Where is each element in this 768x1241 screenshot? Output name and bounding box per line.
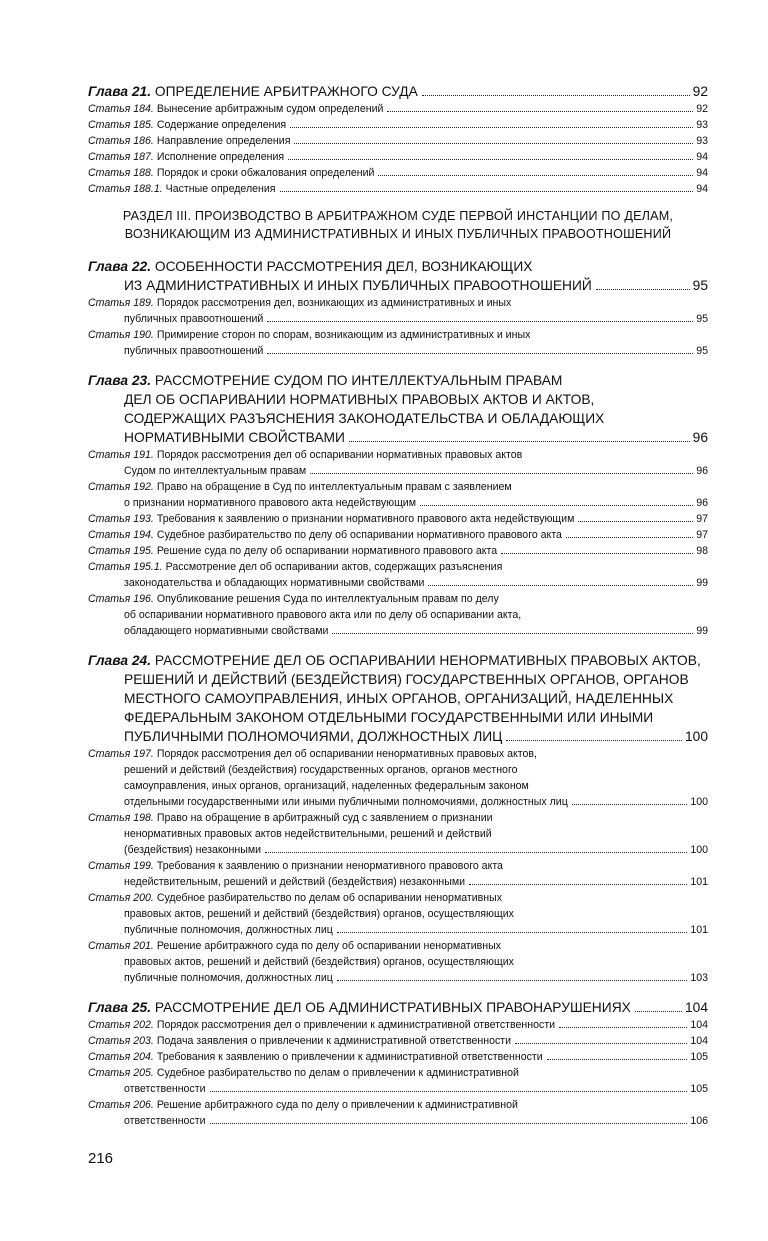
page-ref: 93 (696, 119, 708, 131)
toc-article-190-cont[interactable] (88, 343, 708, 359)
toc-article-191[interactable] (88, 447, 708, 463)
toc-chapter-24-line-4[interactable] (88, 708, 708, 727)
toc-chapter-23-line-2[interactable] (88, 390, 708, 409)
article-title-line-1: Порядок рассмотрения дел об оспаривании нормативных правовых актов (156, 449, 523, 461)
article-title: Частные определения (165, 183, 276, 195)
article-prefix: Статья 187. (88, 151, 154, 163)
page-ref: 101 (690, 876, 708, 888)
article-title-line-2: о признании нормативного правового акта недействующим (124, 497, 416, 509)
toc-article-206[interactable] (88, 1097, 708, 1113)
chapter-title: РАССМОТРЕНИЕ ДЕЛ ОБ АДМИНИСТРАТИВНЫХ ПРАВОНАРУШЕНИЯХ (154, 1000, 631, 1015)
article-title-line-2: публичных правоотношений (124, 345, 264, 357)
page-ref: 96 (696, 497, 708, 509)
toc-chapter-24[interactable] (88, 651, 708, 670)
article-prefix: Статья 184. (88, 103, 154, 115)
article-title-line-2: ответственности (124, 1115, 206, 1127)
toc-article-192[interactable] (88, 479, 708, 495)
chapter-title-line-1: РАССМОТРЕНИЕ СУДОМ ПО ИНТЕЛЛЕКТУАЛЬНЫМ ПРАВАМ (154, 373, 563, 388)
article-prefix: Статья 186. (88, 135, 154, 147)
toc-article-198[interactable] (88, 810, 708, 826)
toc-article-187[interactable] (88, 149, 708, 165)
toc-article-199-cont[interactable] (88, 874, 708, 890)
toc-article-197-line-3[interactable] (88, 778, 708, 794)
chapter-title-line-5: ПУБЛИЧНЫМИ ПОЛНОМОЧИЯМИ, ДОЛЖНОСТНЫХ ЛИЦ (124, 729, 503, 744)
article-prefix: Статья 195.1. (88, 561, 163, 573)
toc-article-190[interactable] (88, 327, 708, 343)
article-title-line-1: Порядок рассмотрения дел об оспаривании ненормативных правовых актов, (156, 748, 537, 760)
article-title-line-1: Примирение сторон по спорам, возникающим из административных и иных (156, 329, 531, 341)
toc-chapter-24-line-2[interactable] (88, 670, 708, 689)
article-prefix: Статья 195. (88, 545, 154, 557)
article-title-line-2: законодательства и обладающих нормативными свойствами (124, 577, 425, 589)
article-title-line-3: самоуправления, иных органов, организаций, наделенных федеральным законом (124, 780, 529, 792)
chapter-prefix: Глава 25. (88, 1000, 152, 1015)
article-prefix: Статья 188.1. (88, 183, 163, 195)
toc-article-188[interactable] (88, 165, 708, 181)
article-prefix: Статья 197. (88, 748, 154, 760)
chapter-prefix: Глава 23. (88, 373, 152, 388)
toc-chapter-21[interactable] (88, 82, 708, 101)
page-ref: 106 (690, 1115, 708, 1127)
article-title: Решение суда по делу об оспаривании нормативного правового акта (156, 545, 498, 557)
page-ref: 99 (696, 577, 708, 589)
chapter-title-line-3: СОДЕРЖАЩИХ РАЗЪЯСНЕНИЯ ЗАКОНОДАТЕЛЬСТВА И ОБЛАДАЮЩИХ (124, 411, 605, 426)
toc-article-186[interactable] (88, 133, 708, 149)
toc-article-206-cont[interactable] (88, 1113, 708, 1129)
toc-chapter-25[interactable] (88, 998, 708, 1017)
page-ref: 100 (690, 844, 708, 856)
article-title-line-2: правовых актов, решений и действий (бездействия) органов, осуществляющих (124, 908, 514, 920)
article-prefix: Статья 185. (88, 119, 154, 131)
toc-article-195-1-cont[interactable] (88, 575, 708, 591)
article-title-line-1: Требования к заявлению о признании ненормативного правового акта (156, 860, 503, 872)
toc-article-201[interactable] (88, 938, 708, 954)
toc-article-202[interactable] (88, 1017, 708, 1033)
section-heading-line-2: ВОЗНИКАЮЩИМ ИЗ АДМИНИСТРАТИВНЫХ И ИНЫХ ПУБЛИЧНЫХ ПРАВООТНОШЕНИЙ (124, 227, 672, 241)
article-title: Судебное разбирательство по делу об оспаривании нормативного правового акта (156, 529, 562, 541)
page-ref: 97 (696, 529, 708, 541)
toc-article-200-line-2[interactable] (88, 906, 708, 922)
toc-article-198-line-3[interactable] (88, 842, 708, 858)
article-prefix: Статья 204. (88, 1051, 154, 1063)
article-title-line-1: Решение арбитражного суда по делу о привлечении к административной (156, 1099, 518, 1111)
article-title-line-1: Рассмотрение дел об оспаривании актов, содержащих разъяснения (165, 561, 503, 573)
toc-article-191-cont[interactable] (88, 463, 708, 479)
article-title-line-4: отдельными государственными или иными публичными полномочиями, должностных лиц (124, 796, 568, 808)
article-prefix: Статья 206. (88, 1099, 154, 1111)
article-title-line-3: публичные полномочия, должностных лиц (124, 972, 333, 984)
toc-article-196[interactable] (88, 591, 708, 607)
article-title: Порядок и сроки обжалования определений (156, 167, 375, 179)
toc-article-196-line-3[interactable] (88, 623, 708, 639)
article-title-line-1: Решение арбитражного суда по делу об оспаривании ненормативных (156, 940, 502, 952)
article-title-line-2: решений и действий (бездействия) государственных органов, органов местного (124, 764, 518, 776)
page-ref: 92 (692, 84, 708, 99)
article-title-line-1: Опубликование решения Суда по интеллектуальным правам по делу (156, 593, 499, 605)
toc-article-201-line-3[interactable] (88, 970, 708, 986)
section-heading-line-1: РАЗДЕЛ III. ПРОИЗВОДСТВО В АРБИТРАЖНОМ СУДЕ ПЕРВОЙ ИНСТАНЦИИ ПО ДЕЛАМ, (122, 209, 674, 223)
article-title-line-3: публичные полномочия, должностных лиц (124, 924, 333, 936)
article-title: Требования к заявлению о признании нормативного правового акта недействующим (156, 513, 575, 525)
article-title-line-1: Судебное разбирательство по делам об оспаривании ненормативных (156, 892, 503, 904)
article-title-line-2: ненормативных правовых актов недействительными, решений и действий (124, 828, 492, 840)
page-ref: 92 (696, 103, 708, 115)
page-ref: 94 (696, 151, 708, 163)
chapter-prefix: Глава 24. (88, 653, 152, 668)
toc-chapter-23[interactable] (88, 371, 708, 390)
toc-chapter-23-line-4[interactable] (88, 428, 708, 447)
page-ref: 94 (696, 183, 708, 195)
article-title-line-2: об оспаривании нормативного правового акта или по делу об оспаривании акта, (124, 609, 522, 621)
toc-article-204[interactable] (88, 1049, 708, 1065)
toc-article-200-line-3[interactable] (88, 922, 708, 938)
toc-article-193[interactable] (88, 511, 708, 527)
article-title-line-2: публичных правоотношений (124, 313, 264, 325)
toc-article-192-cont[interactable] (88, 495, 708, 511)
article-prefix: Статья 205. (88, 1067, 154, 1079)
article-title-line-1: Порядок рассмотрения дел, возникающих из административных и иных (156, 297, 512, 309)
article-prefix: Статья 191. (88, 449, 154, 461)
page-ref: 98 (696, 545, 708, 557)
toc-article-189-cont[interactable] (88, 311, 708, 327)
toc-article-184[interactable] (88, 101, 708, 117)
article-title: Порядок рассмотрения дел о привлечении к административной ответственности (156, 1019, 556, 1031)
article-prefix: Статья 201. (88, 940, 154, 952)
toc-article-205[interactable] (88, 1065, 708, 1081)
page-ref: 99 (696, 625, 708, 637)
article-prefix: Статья 200. (88, 892, 154, 904)
page-ref: 104 (690, 1019, 708, 1031)
toc-article-185[interactable] (88, 117, 708, 133)
page-ref: 96 (696, 465, 708, 477)
toc-chapter-23-line-3[interactable] (88, 409, 708, 428)
page-ref: 96 (692, 430, 708, 445)
toc-chapter-22[interactable] (88, 257, 708, 276)
page-ref: 95 (696, 345, 708, 357)
toc-article-200[interactable] (88, 890, 708, 906)
chapter-title-line-4: ФЕДЕРАЛЬНЫМ ЗАКОНОМ ОТДЕЛЬНЫМИ ГОСУДАРСТВЕННЫМИ ИЛИ ИНЫМИ (124, 710, 654, 725)
article-prefix: Статья 203. (88, 1035, 154, 1047)
section-heading (88, 207, 708, 243)
chapter-title-line-2: ИЗ АДМИНИСТРАТИВНЫХ И ИНЫХ ПУБЛИЧНЫХ ПРАВООТНОШЕНИЙ (124, 278, 592, 293)
chapter-prefix: Глава 21. (88, 84, 152, 99)
toc-chapter-22-cont[interactable] (88, 276, 708, 295)
chapter-title-line-2: РЕШЕНИЙ И ДЕЙСТВИЙ (БЕЗДЕЙСТВИЯ) ГОСУДАРСТВЕННЫХ ОРГАНОВ, ОРГАНОВ (124, 672, 689, 687)
page-ref: 100 (684, 729, 708, 744)
article-title-line-3: обладающего нормативными свойствами (124, 625, 329, 637)
toc-article-195[interactable] (88, 543, 708, 559)
article-prefix: Статья 196. (88, 593, 154, 605)
article-title: Требования к заявлению о привлечении к административной ответственности (156, 1051, 543, 1063)
toc-article-196-line-2[interactable] (88, 607, 708, 623)
article-prefix: Статья 188. (88, 167, 154, 179)
article-prefix: Статья 202. (88, 1019, 154, 1031)
page-ref: 93 (696, 135, 708, 147)
article-title-line-1: Судебное разбирательство по делам о привлечении к административной (156, 1067, 519, 1079)
toc-article-203[interactable] (88, 1033, 708, 1049)
article-prefix: Статья 194. (88, 529, 154, 541)
article-title: Вынесение арбитражным судом определений (156, 103, 384, 115)
toc-article-199[interactable] (88, 858, 708, 874)
chapter-title-line-3: МЕСТНОГО САМОУПРАВЛЕНИЯ, ИНЫХ ОРГАНОВ, ОРГАНИЗАЦИЙ, НАДЕЛЕННЫХ (124, 691, 674, 706)
article-prefix: Статья 189. (88, 297, 154, 309)
toc-article-189[interactable] (88, 295, 708, 311)
page-ref: 95 (696, 313, 708, 325)
toc-article-198-line-2[interactable] (88, 826, 708, 842)
article-title: Исполнение определения (156, 151, 285, 163)
article-title-line-2: Судом по интеллектуальным правам (124, 465, 307, 477)
article-title-line-3: (бездействия) незаконными (124, 844, 262, 856)
page-ref: 100 (690, 796, 708, 808)
page-ref: 94 (696, 167, 708, 179)
article-prefix: Статья 190. (88, 329, 154, 341)
toc-chapter-24-line-5[interactable] (88, 727, 708, 746)
article-title-line-2: правовых актов, решений и действий (бездействия) органов, осуществляющих (124, 956, 514, 968)
chapter-title: ОПРЕДЕЛЕНИЕ АРБИТРАЖНОГО СУДА (154, 84, 418, 99)
page-ref: 103 (690, 972, 708, 984)
article-title-line-1: Право на обращение в Суд по интеллектуальным правам с заявлением (156, 481, 512, 493)
article-title: Подача заявления о привлечении к административной ответственности (156, 1035, 512, 1047)
chapter-title-line-1: РАССМОТРЕНИЕ ДЕЛ ОБ ОСПАРИВАНИИ НЕНОРМАТИВНЫХ ПРАВОВЫХ АКТОВ, (154, 653, 701, 668)
article-prefix: Статья 199. (88, 860, 154, 872)
article-title: Направление определения (156, 135, 291, 147)
toc-article-197[interactable] (88, 746, 708, 762)
page-ref: 101 (690, 924, 708, 936)
article-prefix: Статья 193. (88, 513, 154, 525)
toc-article-194[interactable] (88, 527, 708, 543)
article-title-line-2: недействительным, решений и действий (бездействия) незаконными (124, 876, 466, 888)
toc-article-205-cont[interactable] (88, 1081, 708, 1097)
chapter-prefix: Глава 22. (88, 259, 152, 274)
toc-article-188-1[interactable] (88, 181, 708, 197)
article-title-line-1: Право на обращение в арбитражный суд с заявлением о признании (156, 812, 493, 824)
page-ref: 95 (692, 278, 708, 293)
toc-chapter-24-line-3[interactable] (88, 689, 708, 708)
table-of-contents (88, 82, 708, 1129)
toc-article-195-1[interactable] (88, 559, 708, 575)
page-ref: 104 (690, 1035, 708, 1047)
page-number: 216 (88, 1150, 114, 1167)
page-ref: 105 (690, 1051, 708, 1063)
toc-article-201-line-2[interactable] (88, 954, 708, 970)
page-ref: 105 (690, 1083, 708, 1095)
chapter-title-line-2: ДЕЛ ОБ ОСПАРИВАНИИ НОРМАТИВНЫХ ПРАВОВЫХ АКТОВ И АКТОВ, (124, 392, 595, 407)
toc-article-197-line-2[interactable] (88, 762, 708, 778)
chapter-title-line-4: НОРМАТИВНЫМИ СВОЙСТВАМИ (124, 430, 345, 445)
toc-article-197-line-4[interactable] (88, 794, 708, 810)
article-title-line-2: ответственности (124, 1083, 206, 1095)
page-ref: 97 (696, 513, 708, 525)
article-prefix: Статья 198. (88, 812, 154, 824)
article-title: Содержание определения (156, 119, 287, 131)
page-ref: 104 (684, 1000, 708, 1015)
chapter-title-line-1: ОСОБЕННОСТИ РАССМОТРЕНИЯ ДЕЛ, ВОЗНИКАЮЩИХ (154, 259, 533, 274)
article-prefix: Статья 192. (88, 481, 154, 493)
